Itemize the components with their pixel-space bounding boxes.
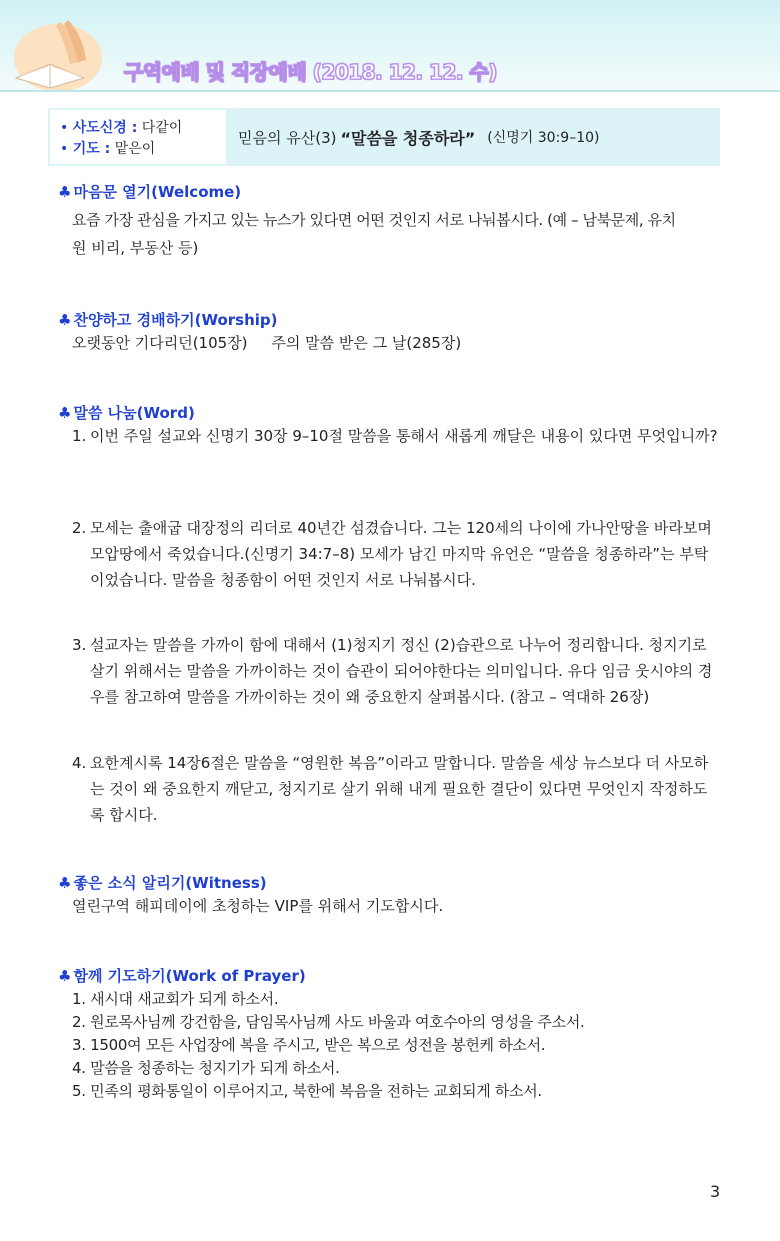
bullet-icon: •: [60, 120, 69, 136]
welcome-line-1: 요즘 가장 관심을 가지고 있는 뉴스가 있다면 어떤 것인지 서로 나눠봅시다. (예 – 남북문제, 유치: [72, 211, 676, 229]
welcome-line-2: 원 비리, 부동산 등): [72, 239, 199, 257]
question-4: [72, 750, 720, 828]
sermon-title: “말씀을 청종하라”: [340, 128, 476, 148]
service-roles: [48, 108, 228, 166]
header-banner: [0, 0, 780, 92]
praying-hands-bible-icon: [10, 18, 102, 90]
section-heading-welcome: [58, 181, 241, 202]
question-number: 2.: [72, 519, 87, 537]
witness-text: 열린구역 해피데이에 초청하는 VIP를 위해서 기도합시다.: [72, 897, 444, 915]
question-text: 요한계시록 14장6절은 말씀을 “영원한 복음”이라고 말합니다. 말씀을 세상 뉴스보다 더 사모하는 것이 왜 중요한지 깨닫고, 청지기로 살기 위해 내게 필요한 결단이 있다면 무엇인지 작정하도록 합시다.: [90, 754, 709, 824]
page-number: 3: [710, 1182, 721, 1201]
club-icon: ♣: [58, 874, 72, 892]
sermon-reference: (신명기 30:9–10): [487, 130, 600, 146]
club-icon: ♣: [58, 967, 72, 985]
question-text: 모세는 출애굽 대장정의 리더로 40년간 섬겼습니다. 그는 120세의 나이에 가나안땅을 바라보며 모압땅에서 죽었습니다.(신명기 34:7–8) 모세가 남긴 마지막 유언은 “말씀을 청종하라”는 부탁이었습니다. 말씀을 청종함이 어떤 것인지 서로 나눠봅시다.: [90, 519, 712, 589]
prayer-item: 2. 원로목사님께 강건함을, 담임목사님께 사도 바울과 여호수아의 영성을 주소서.: [72, 1013, 585, 1031]
creed-row: [60, 118, 226, 139]
question-1: [72, 423, 720, 449]
club-icon: ♣: [58, 183, 72, 201]
prayer-label: 기도 :: [72, 141, 111, 157]
question-text: 이번 주일 설교와 신명기 30장 9–10절 말씀을 통해서 새롭게 깨달은 내용이 있다면 무엇입니까?: [90, 427, 718, 445]
bullet-icon: •: [60, 141, 69, 157]
page-title: 구역예배 및 직장예배 (2018. 12. 12. 수): [124, 60, 497, 84]
prayer-item: 5. 민족의 평화통일이 이루어지고, 북한에 복음을 전하는 교회되게 하소서.: [72, 1082, 542, 1100]
section-heading-prayer: [58, 965, 306, 986]
service-info-box: [48, 108, 720, 166]
creed-value: 다같이: [141, 120, 183, 136]
prayer-item: 3. 1500여 모든 사업장에 복을 주시고, 받은 복으로 성전을 봉헌케 하소서.: [72, 1036, 546, 1054]
section-heading-witness: [58, 872, 267, 893]
heading-text: 좋은 소식 알리기(Witness): [73, 874, 267, 892]
prayer-item: 1. 새시대 새교회가 되게 하소서.: [72, 990, 279, 1008]
prayer-item: 4. 말씀을 청종하는 청지기가 되게 하소서.: [72, 1059, 340, 1077]
section-heading-worship: [58, 309, 278, 330]
sermon-info: [228, 108, 720, 166]
question-number: 3.: [72, 636, 87, 654]
prayer-value: 맡은이: [114, 141, 156, 157]
club-icon: ♣: [58, 404, 72, 422]
creed-label: 사도신경 :: [72, 120, 138, 136]
question-text: 설교자는 말씀을 가까이 함에 대해서 (1)청지기 정신 (2)습관으로 나누어 정리합니다. 청지기로 살기 위해서는 말씀을 가까이하는 것이 습관이 되어야한다는 의미입니다. 유다 임금 웃시야의 경우를 참고하여 말씀을 가까이하는 것이 왜 중요한지 살펴봅시다. (참고 – 역대하 26장): [90, 636, 713, 706]
heading-text: 함께 기도하기(Work of Prayer): [73, 967, 306, 985]
prayer-row: [60, 139, 226, 160]
question-3: [72, 632, 720, 710]
heading-text: 찬양하고 경배하기(Worship): [73, 311, 278, 329]
worship-hymns: 오랫동안 기다리던(105장) 주의 말씀 받은 그 날(285장): [72, 334, 462, 352]
question-number: 4.: [72, 754, 87, 772]
sermon-prefix: 믿음의 유산(3): [238, 128, 337, 147]
question-2: [72, 515, 720, 593]
question-number: 1.: [72, 427, 87, 445]
heading-text: 말씀 나눔(Word): [73, 404, 195, 422]
heading-text: 마음문 열기(Welcome): [73, 183, 242, 201]
section-heading-word: [58, 402, 195, 423]
club-icon: ♣: [58, 311, 72, 329]
